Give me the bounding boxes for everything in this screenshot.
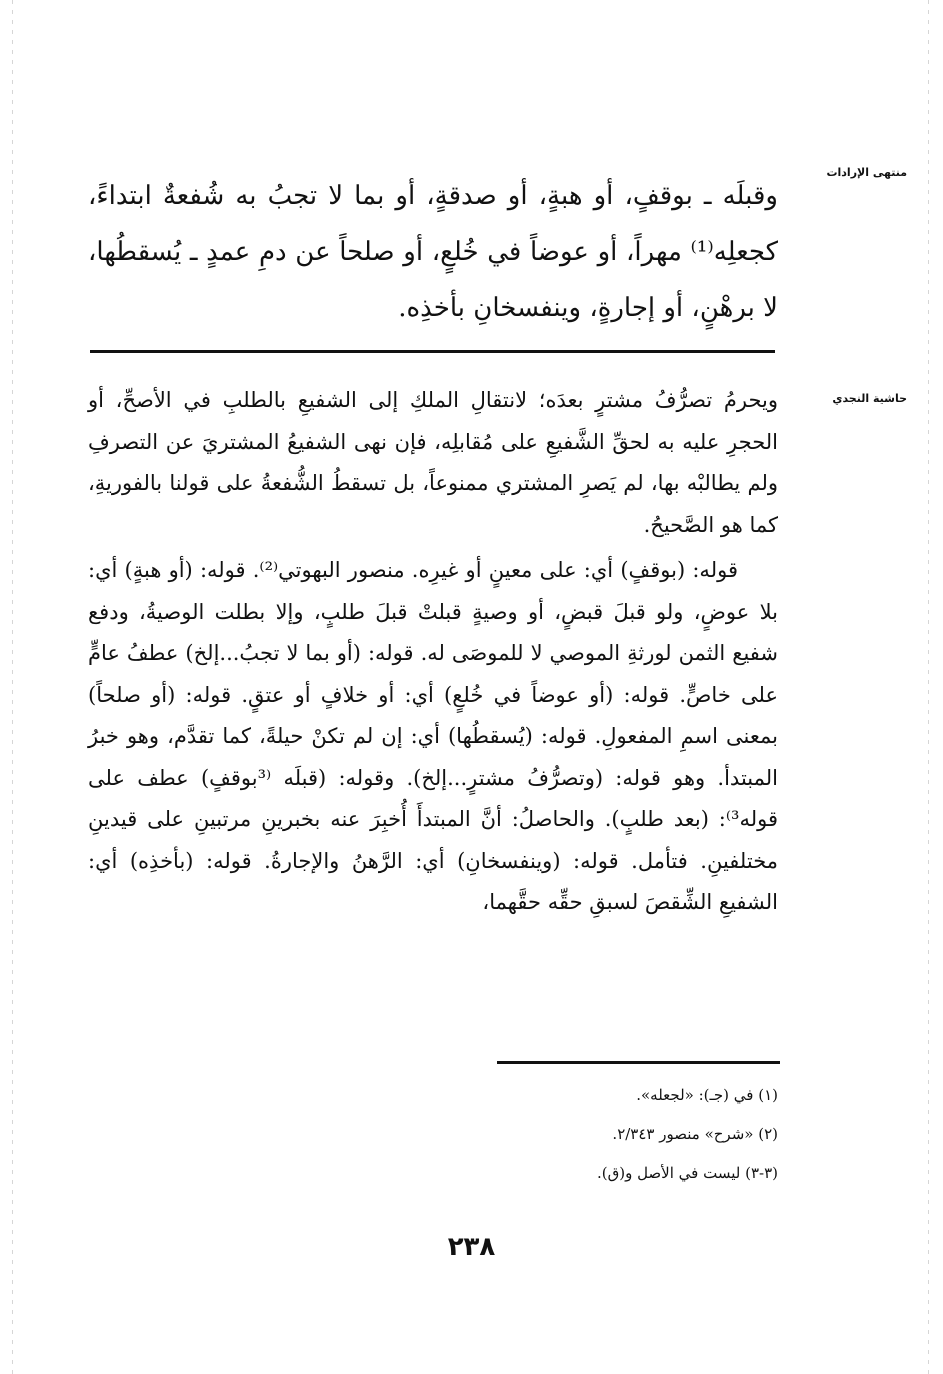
hashiya-paragraph: ويحرمُ تصرُّفُ مشترٍ بعدَه؛ لانتقالِ الملكِ إلى الشفيعِ بالطلبِ في الأصحِّ، أو الحجرِ عليه به لحقِّ الشَّفيعِ على مُقابلِه، فإن نهى الشفيعُ المشتريَ عن التصرفِ ولم يطالبْه بها، لم يَصرِ المشتري ممنوعاً، بل تسقطُ الشُّفعةُ على قولنا بالفوريةِ، كما هو الصَّحيحُ. xyxy=(88,388,778,537)
hashiya-paragraph: قوله: (بوقفٍ) أي: على معينٍ أو غيرِه. منصور البهوتي⁽²⁾. قوله: (أو هبةٍ) أي: بلا عوضٍ، ولو قبلَ قبضٍ، أو وصيةٍ قبلتْ قبلَ طلبٍ، وإلا بطلت الوصيةُ، ودفع شفيع الثمن لورثةِ الموصي لا للموصَى له. قوله: (أو بما لا تجبُ...إلخ) عطفُ عامٍّ على خاصٍّ. قوله: (أو عوضاً في خُلعٍ) أي: أو خلافٍ أو عتقٍ. قوله: (أو صلحاً) بمعنى اسمِ المفعولِ. قوله: (يُسقطُها) أي: إن لم تكنْ حيلةً، كما تقدَّم، وهو خبرُ المبتدأ. وهو قوله: (وتصرُّفُ مشترٍ...إلخ). وقوله: (قبلَه ⁽³بوقفٍ) عطف على قوله³⁾: (بعد طلبٍ). والحاصلُ: أنَّ المبتدأَ أُخبِرَ عنه بخبرينِ مرتبينِ على قيدينِ مختلفينِ. فتأمل. قوله: (وينفسخانِ) أي: الرَّهنُ والإجارةُ. قوله: (بأخذِه) أي: الشفيعِ الشِّقصَ لسبقِ حقِّه حقَّهما، xyxy=(88,558,778,914)
left-margin-guide xyxy=(12,0,13,1374)
footnote-item: (١) في (جـ): «لجعله». xyxy=(636,1086,778,1104)
footnote-item: (٣-٣) ليست في الأصل و(ق). xyxy=(596,1164,778,1182)
footnote-separator-rule xyxy=(497,1061,780,1064)
matn-text: وقبلَه ـ بوقفٍ، أو هبةٍ، أو صدقةٍ، أو بما لا تجبُ به شُفعةٌ ابتداءً، كجعلِه⁽¹⁾ مهراً، أو عوضاً في خُلعٍ، أو صلحاً عن دمِ عمدٍ ـ يُسقطُها، لا برهْنٍ، أو إجارةٍ، وينفسخانِ بأخذِه. xyxy=(88,181,778,323)
footnotes xyxy=(420,1076,778,1193)
page-number: ٢٣٨ xyxy=(447,1232,496,1262)
matn-source-label: منتهى الإرادات xyxy=(826,166,907,179)
hashiya-commentary xyxy=(88,380,778,924)
right-margin-guide xyxy=(928,0,929,1374)
matn-separator-rule xyxy=(90,350,775,353)
hashiya-source-label: حاشية النجدي xyxy=(832,392,907,405)
footnote-item: (٢) «شرح» منصور ٢/٣٤٣. xyxy=(612,1125,778,1143)
